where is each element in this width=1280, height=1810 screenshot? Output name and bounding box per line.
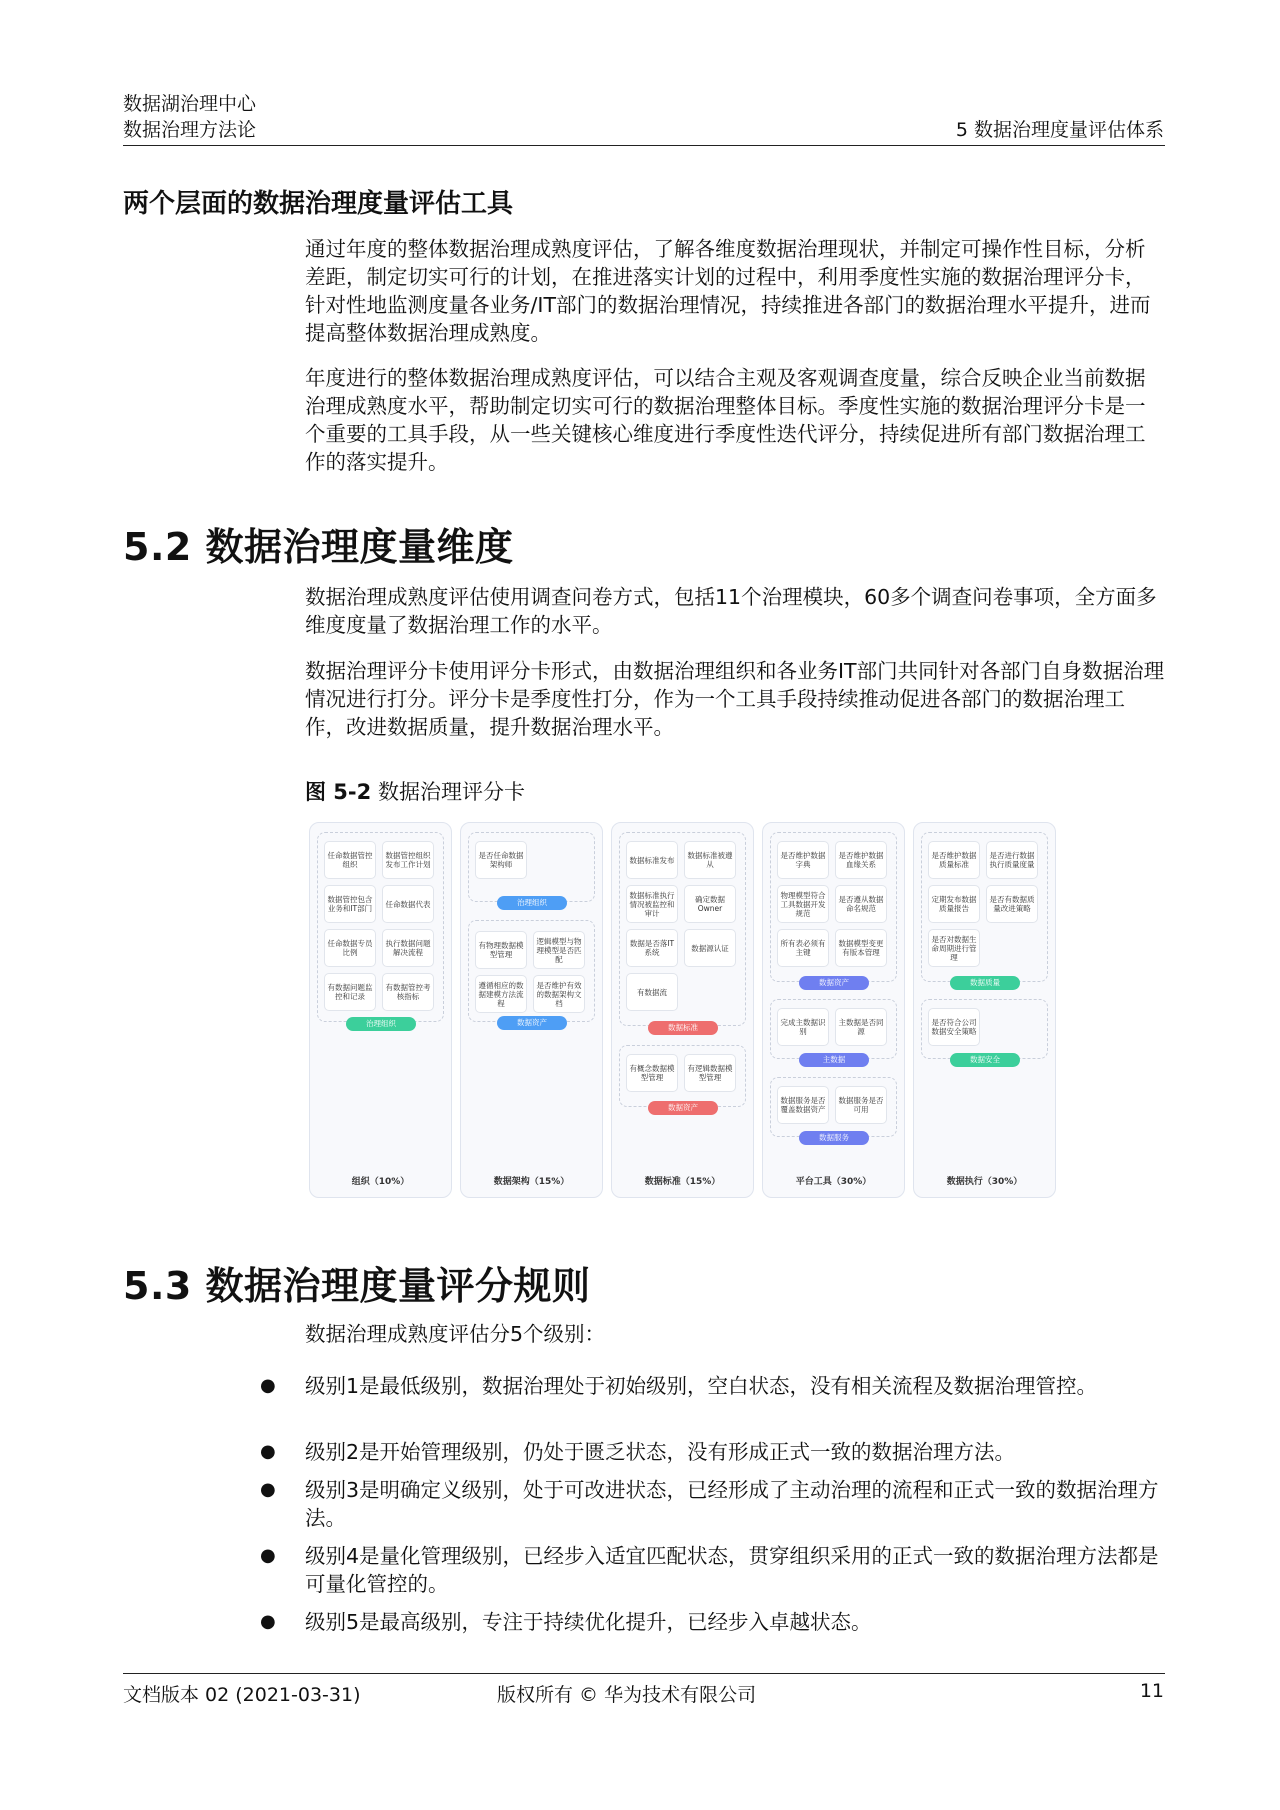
scorecard-item: 有逻辑数据模型管理 [684, 1054, 736, 1092]
group-data-standards [619, 832, 746, 1026]
category-pill: 数据服务 [799, 1131, 869, 1145]
paragraph-5-2-2 [305, 657, 1165, 741]
category-pill: 数据标准 [648, 1021, 718, 1035]
scorecard-item: 确定数据Owner [684, 885, 736, 923]
bullet-icon: ● [260, 1375, 276, 1396]
scorecard-item: 数据服务是否覆盖数据资产 [777, 1086, 829, 1124]
category-pill: 治理组织 [346, 1017, 416, 1031]
scorecard-item: 逻辑模型与物理模型是否匹配 [533, 931, 585, 969]
bullet-icon: ● [260, 1441, 276, 1462]
group-data-assets [468, 920, 595, 1022]
scorecard-item: 数据模型变更有版本管理 [835, 929, 887, 967]
scorecard-column-architecture [460, 822, 603, 1198]
scorecard-item: 数据管控组织发布工作计划 [382, 841, 434, 879]
column-title: 数据标准（15%） [644, 1177, 721, 1187]
scorecard-column-standards [611, 822, 754, 1198]
scorecard-item: 是否对数据生命周期进行管理 [928, 929, 980, 967]
group-data-assets [619, 1045, 746, 1107]
scorecard-item: 任命数据管控组织 [324, 841, 376, 879]
scorecard-item: 是否符合公司数据安全策略 [928, 1008, 980, 1046]
group-data-security [921, 999, 1048, 1059]
category-pill: 数据资产 [648, 1101, 718, 1115]
header-doc-subtitle: 数据治理方法论 [123, 119, 257, 141]
category-pill: 数据质量 [950, 976, 1020, 990]
levels-intro: 数据治理成熟度评估分5个级别： [305, 1322, 606, 1346]
scorecard-item: 有概念数据模型管理 [626, 1054, 678, 1092]
footer-rule [123, 1673, 1165, 1674]
header-chapter: 5 数据治理度量评估体系 [955, 119, 1164, 141]
scorecard-item: 是否进行数据执行质量度量 [986, 841, 1038, 879]
scorecard-item: 数据标准发布 [626, 841, 678, 879]
scorecard-figure [307, 818, 1063, 1204]
scorecard-item: 定期发布数据质量报告 [928, 885, 980, 923]
bullet-icon: ● [260, 1545, 276, 1566]
column-title: 数据执行（30%） [946, 1177, 1023, 1187]
scorecard-item: 数据源认证 [684, 929, 736, 967]
paragraph-tools-2 [305, 364, 1165, 476]
bullet-icon: ● [260, 1611, 276, 1632]
scorecard-item: 数据管控包含业务和IT部门 [324, 885, 376, 923]
section-heading-5-2: 5.2 数据治理度量维度 [123, 525, 514, 569]
column-title: 平台工具（30%） [795, 1177, 872, 1187]
header-doc-title: 数据湖治理中心 [123, 93, 257, 115]
paragraph-text: 年度进行的整体数据治理成熟度评估，可以结合主观及客观调查度量，综合反映企业当前数据治理成熟度水平，帮助制定切实可行的数据治理整体目标。季度性实施的数据治理评分卡是一个重要的工具手段，从一些关键核心维度进行季度性迭代评分，持续促进所有部门数据治理工作的落实提升。 [305, 366, 1146, 474]
section-heading-tools: 两个层面的数据治理度量评估工具 [123, 189, 514, 219]
footer-version: 文档版本 02 (2021-03-31) [123, 1684, 361, 1706]
scorecard-item: 是否维护有效的数据架构文档 [533, 975, 585, 1013]
list-item-text: 级别2是开始管理级别，仍处于匮乏状态，没有形成正式一致的数据治理方法。 [305, 1440, 1016, 1464]
scorecard-item: 任命数据代表 [382, 885, 434, 923]
group-governance-org [317, 832, 444, 1022]
scorecard-item: 执行数据问题解决流程 [382, 929, 434, 967]
scorecard-item: 物理模型符合工具数据开发规范 [777, 885, 829, 923]
list-item-text: 级别4是量化管理级别，已经步入适宜匹配状态，贯穿组织采用的正式一致的数据治理方法都是可量化管控的。 [305, 1544, 1159, 1596]
scorecard-item: 数据标准执行情况被监控和审计 [626, 885, 678, 923]
scorecard-column-organization [309, 822, 452, 1198]
paragraph-tools-1 [305, 235, 1165, 347]
scorecard-item: 有数据流 [626, 973, 678, 1011]
list-item [260, 1438, 1165, 1466]
scorecard-item: 是否维护数据质量标准 [928, 841, 980, 879]
category-pill: 数据资产 [799, 976, 869, 990]
list-item-text: 级别1是最低级别，数据治理处于初始级别，空白状态，没有相关流程及数据治理管控。 [305, 1374, 1098, 1398]
list-item [260, 1608, 1165, 1636]
figure-caption [305, 776, 525, 806]
scorecard-item: 数据标准被遵从 [684, 841, 736, 879]
figure-number: 图 5-2 [305, 780, 372, 804]
scorecard-item: 是否维护数据血缘关系 [835, 841, 887, 879]
list-item-text: 级别5是最高级别，专注于持续优化提升，已经步入卓越状态。 [305, 1610, 872, 1634]
scorecard-item: 有物理数据模型管理 [475, 931, 527, 969]
column-title: 数据架构（15%） [493, 1177, 570, 1187]
category-pill: 治理组织 [497, 896, 567, 910]
scorecard-item: 是否任命数据架构师 [475, 841, 527, 879]
scorecard-item: 完成主数据识别 [777, 1008, 829, 1046]
scorecard-column-execution [913, 822, 1056, 1198]
column-title: 组织（10%） [351, 1177, 410, 1187]
scorecard-item: 是否维护数据字典 [777, 841, 829, 879]
list-item [260, 1542, 1165, 1598]
group-data-services [770, 1077, 897, 1137]
bullet-icon: ● [260, 1479, 276, 1500]
page-number: 11 [1139, 1680, 1164, 1702]
list-item-text: 级别3是明确定义级别，处于可改进状态，已经形成了主动治理的流程和正式一致的数据治理方法。 [305, 1478, 1159, 1530]
category-pill: 主数据 [799, 1053, 869, 1067]
group-master-data [770, 999, 897, 1059]
scorecard-item: 主数据是否同源 [835, 1008, 887, 1046]
scorecard-item: 数据服务是否可用 [835, 1086, 887, 1124]
paragraph-text: 通过年度的整体数据治理成熟度评估，了解各维度数据治理现状，并制定可操作性目标，分析差距，制定切实可行的计划，在推进落实计划的过程中，利用季度性实施的数据治理评分卡，针对性地监测度量各业务/IT部门的数据治理情况，持续推进各部门的数据治理水平提升，进而提高整体数据治理成熟度。 [305, 237, 1151, 345]
header-rule [123, 145, 1165, 146]
group-data-quality [921, 832, 1048, 982]
scorecard-item: 是否有数据质量改进策略 [986, 885, 1038, 923]
figure-title: 数据治理评分卡 [377, 780, 525, 804]
list-item [260, 1372, 1165, 1400]
scorecard-item: 有数据管控考核指标 [382, 973, 434, 1011]
scorecard-item: 所有表必须有主键 [777, 929, 829, 967]
paragraph-5-2-1 [305, 583, 1165, 639]
scorecard-item: 任命数据专员比例 [324, 929, 376, 967]
scorecard-column-platform-tools [762, 822, 905, 1198]
list-item [260, 1476, 1165, 1532]
footer-copyright: 版权所有 © 华为技术有限公司 [497, 1684, 757, 1706]
section-heading-5-3: 5.3 数据治理度量评分规则 [123, 1264, 591, 1308]
scorecard-item: 数据是否落IT系统 [626, 929, 678, 967]
group-data-assets [770, 832, 897, 982]
scorecard-item: 遵循相应的数据建模方法流程 [475, 975, 527, 1013]
paragraph-text: 数据治理成熟度评估使用调查问卷方式，包括11个治理模块，60多个调查问卷事项，全方面多维度度量了数据治理工作的水平。 [305, 585, 1157, 637]
scorecard-item: 有数据问题监控和记录 [324, 973, 376, 1011]
category-pill: 数据资产 [497, 1016, 567, 1030]
scorecard-item: 是否遵从数据命名规范 [835, 885, 887, 923]
paragraph-text: 数据治理评分卡使用评分卡形式，由数据治理组织和各业务IT部门共同针对各部门自身数据治理情况进行打分。评分卡是季度性打分，作为一个工具手段持续推动促进各部门的数据治理工作，改进数据质量，提升数据治理水平。 [305, 659, 1165, 739]
group-governance-org [468, 832, 595, 902]
category-pill: 数据安全 [950, 1053, 1020, 1067]
